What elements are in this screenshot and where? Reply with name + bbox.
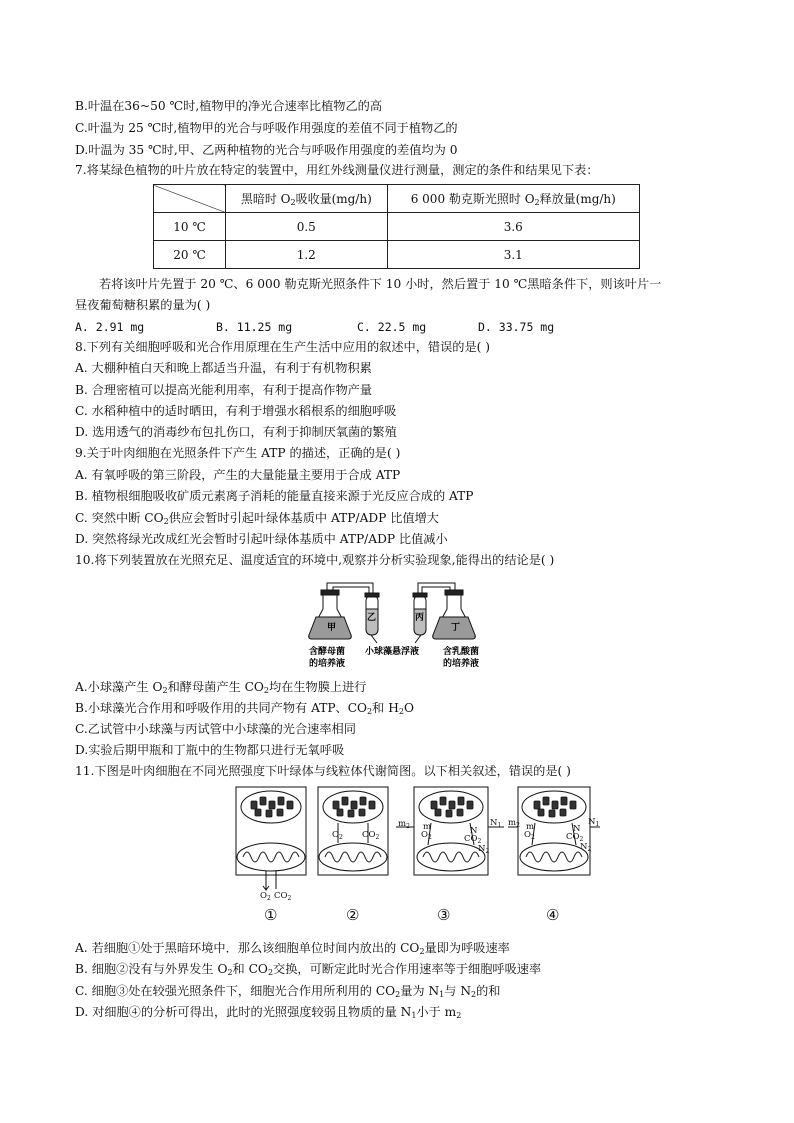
q10-option-c: C.乙试管中小球藻与丙试管中小球藻的光合速率相同	[75, 722, 356, 736]
cell4-n-label: N	[573, 824, 581, 834]
table-row	[154, 241, 640, 269]
q10-option-d: D.实验后期甲瓶和丁瓶中的生物都只进行无氧呼吸	[75, 743, 345, 757]
q7-data-table	[153, 184, 640, 269]
label-algae: 小球藻悬浮液	[365, 647, 420, 657]
q10-option-a: A.小球藻产生 $O_2$和酵母菌产生 $CO_2$均在生物膜上进行	[75, 680, 367, 695]
cell1-co2-label: $CO_2$	[274, 891, 292, 902]
cell4-o2-label: $O_2$	[524, 830, 535, 841]
q11-cell-diagram	[232, 785, 602, 902]
q8-option-c: C. 水稻种植中的适时晒田，有利于增强水稻根系的细胞呼吸	[75, 404, 397, 418]
q10-stem: 10.将下列装置放在光照充足、温度适宜的环境中,观察并分析实验现象,能得出的结论是( )	[75, 553, 555, 567]
q11-option-c: C. 细胞③处在较强光照条件下，细胞光合作用所利用的 $CO_2$量为 $N_1$与 $N_2$的和	[75, 984, 501, 999]
q7-option-b: B. 11.25 mg	[216, 320, 293, 334]
q7-option-d: D. 33.75 mg	[478, 320, 555, 334]
cell3-o2-label: $O_2$	[421, 830, 432, 841]
q10-apparatus-figure	[305, 573, 495, 673]
table-cell-light: 3.1	[387, 241, 639, 269]
cell4-m2-label: $m_2$	[508, 818, 520, 829]
figure-number-2: ②	[346, 906, 360, 924]
q7-option-c: C. 22.5 mg	[357, 320, 427, 334]
cell3-n1-label: $N_1$	[490, 818, 502, 829]
q11-option-d: D. 对细胞④的分析可得出，此时的光照强度较弱且物质的量 $N_1$小于 $m_2$	[75, 1005, 462, 1020]
q9-option-b: B. 植物根细胞吸收矿质元素离子消耗的能量直接来源于光反应合成的 ATP	[75, 489, 474, 503]
q7-option-a: A. 2.91 mg	[75, 320, 145, 334]
q8-option-b: B. 合理密植可以提高光能利用率，有利于提高作物产量	[75, 383, 373, 397]
label-bing: 丙	[415, 613, 425, 623]
q9-stem: 9.关于叶肉细胞在光照条件下产生 ATP 的描述，正确的是( )	[75, 446, 401, 460]
label-lactic-line2: 的培养液	[443, 659, 480, 669]
q11-option-a: A. 若细胞①处于黑暗环境中．那么该细胞单位时间内放出的 $CO_2$量即为呼吸速率	[75, 941, 510, 956]
figure-number-4: ④	[546, 906, 560, 924]
table-header-light: 6 000 勒克斯光照时 $O_2$释放量(mg/h)	[387, 185, 639, 213]
q9-option-d: D. 突然将绿光改成红光会暂时引起叶绿体基质中 ATP/ADP 比值减小	[75, 532, 448, 546]
cell4-n1-label: $N_1$	[588, 817, 600, 828]
q9-option-c: C. 突然中断 $CO_2$供应会暂时引起叶绿体基质中 ATP/ADP 比值增大	[75, 511, 439, 526]
q8-stem: 8.下列有关细胞呼吸和光合作用原理在生产生活中应用的叙述中，错误的是( )	[75, 340, 491, 354]
label-jia: 甲	[327, 623, 337, 633]
table-header-dark: 黑暗时 $O_2$吸收量(mg/h)	[226, 185, 388, 213]
table-cell-dark: 1.2	[226, 241, 388, 269]
table-cell-temp: 20 ℃	[154, 241, 226, 269]
table-cell-dark: 0.5	[226, 213, 388, 241]
q7-stem: 7.将某绿色植物的叶片放在特定的装置中，用红外线测量仪进行测量，测定的条件和结果见下表：	[75, 163, 599, 177]
table-diagonal-header	[154, 185, 226, 213]
cell4-n2-label: $N_2$	[580, 842, 592, 853]
label-yeast-line1: 含酵母菌	[309, 647, 346, 657]
label-yi: 乙	[367, 613, 377, 623]
label-lactic-line1: 含乳酸菌	[443, 647, 480, 657]
q6-option-c: C.叶温为 25 ℃时,植物甲的光合与呼吸作用强度的差值不同于植物乙的	[75, 121, 458, 135]
cell3-m-label: m	[423, 822, 432, 832]
label-ding: 丁	[451, 623, 461, 633]
figure-number-3: ③	[437, 906, 451, 924]
q9-option-a: A. 有氧呼吸的第三阶段，产生的大量能量主要用于合成 ATP	[75, 468, 401, 482]
table-cell-light: 3.6	[387, 213, 639, 241]
cell4-co2-label: $CO_2$	[566, 832, 584, 843]
q6-option-d: D.叶温为 35 ℃时,甲、乙两种植物的光合与呼吸作用强度的差值均为 0	[75, 143, 458, 157]
q8-option-d: D. 选用透气的消毒纱布包扎伤口，有利于抑制厌氧菌的繁殖	[75, 425, 397, 439]
q7-condition-line2: 昼夜葡萄糖积累的量为( )	[75, 298, 211, 312]
q6-option-b: B.叶温在36~50 ℃时,植物甲的净光合速率比植物乙的高	[75, 99, 383, 113]
q10-option-b: B.小球藻光合作用和呼吸作用的共同产物有 ATP、$CO_2$和 $H_2O$	[75, 701, 414, 716]
cell3-co2-label: $CO_2$	[464, 834, 482, 845]
figure-number-1: ①	[264, 906, 278, 924]
label-yeast-line2: 的培养液	[309, 659, 346, 669]
q11-option-b: B. 细胞②没有与外界发生 $O_2$和 $CO_2$交换，可断定此时光合作用速率等于细胞呼吸速率	[75, 962, 542, 977]
cell3-n-label: N	[470, 826, 478, 836]
q11-stem: 11.下图是叶肉细胞在不同光照强度下叶绿体与线粒体代谢简图。以下相关叙述，错误的是( )	[75, 764, 571, 778]
cell1-o2-label: $O_2$	[260, 891, 271, 902]
table-row	[154, 213, 640, 241]
table-cell-temp: 10 ℃	[154, 213, 226, 241]
cell3-n2-label: $N_2$	[478, 844, 490, 855]
q7-condition-line1: 若将该叶片先置于 20 ℃、6 000 勒克斯光照条件下 10 小时，然后置于 10 ℃黑暗条件下，则该叶片一	[99, 277, 662, 291]
cell2-co2-label: $CO_2$	[362, 830, 380, 841]
cell3-m2-label: $m_2$	[398, 819, 410, 830]
cell2-o2-label: $O_2$	[332, 830, 343, 841]
q8-option-a: A. 大棚种植白天和晚上都适当升温，有利于有机物积累	[75, 361, 372, 375]
cell4-m-label: m	[526, 822, 535, 832]
